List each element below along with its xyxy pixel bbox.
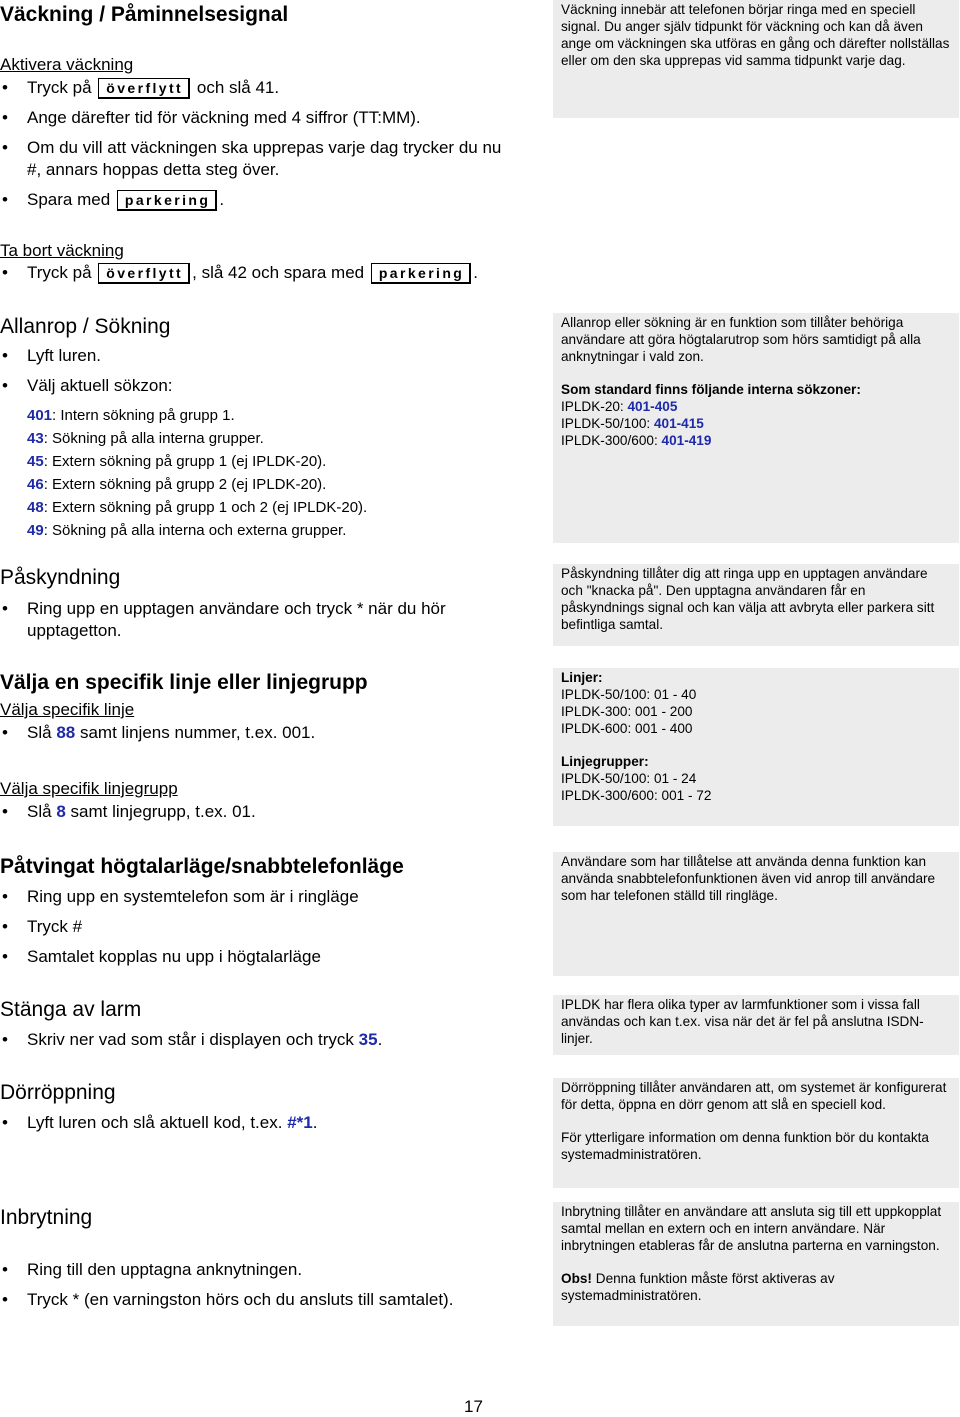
section-title: Välja en specifik linje eller linjegrupp <box>0 671 368 694</box>
zone-item: 48: Extern sökning på grupp 1 och 2 (ej IPLDK-20). <box>27 499 368 516</box>
key-parkering: parkering <box>117 190 217 211</box>
key-overflytt: överflytt <box>98 263 190 284</box>
bullet: • Slå 88 samt linjens nummer, t.ex. 001. <box>0 722 548 744</box>
section-title: Stänga av larm <box>0 998 142 1021</box>
section-title: Dörröppning <box>0 1081 116 1104</box>
note-box-wakeup: Väckning innebär att telefonen börjar ringa med en speciell signal. Du anger själv tidpunkt för väckning och kan då även ange om väckningen ska utföras en gång och därefter nollställas eller om den ska upprepas vid samma tidpunkt varje dag. <box>553 0 959 118</box>
section-line-select <box>0 670 548 823</box>
subheading: Välja specifik linjegrupp <box>0 779 178 798</box>
bullet: • Tryck # <box>0 916 548 938</box>
note-box-camp-on: Påskyndning tillåter dig att ringa upp en upptagen användare och "knacka på". Den upptagna användaren får en påskyndnings signal och kan välja att avbryta eller parkera sitt befintliga samtal. <box>553 564 959 646</box>
note-box-line-select: Linjer: IPLDK-50/100: 01 - 40 IPLDK-300: 001 - 200 IPLDK-600: 001 - 400 Linjegrupper: IPLDK-50/100: 01 - 24 IPLDK-300/600: 001 - 72 <box>553 668 959 826</box>
section-wakeup <box>0 2 548 28</box>
section-intrusion <box>0 1205 548 1311</box>
bullet: • Skriv ner vad som står i displayen och tryck 35. <box>0 1029 548 1051</box>
section-title: Allanrop / Sökning <box>0 315 171 338</box>
section-paging <box>0 314 548 542</box>
bullet: • Tryck på överflytt och slå 41. <box>0 77 548 99</box>
note-box-paging: Allanrop eller sökning är en funktion som tillåter behöriga användare att göra högtalarutrop som hörs samtidigt på alla anknytningar i vald zon. Som standard finns följande interna sökzoner: IPLDK-20: 401-405 IPLDK-50/100: 401-415 IPLDK-300/600: 401-419 <box>553 313 959 543</box>
section-door-open <box>0 1080 548 1134</box>
section-title: Inbrytning <box>0 1206 93 1229</box>
key-overflytt: överflytt <box>98 78 190 99</box>
note-box-forced-speaker: Användare som har tillåtelse att använda denna funktion kan använda snabbtelefonfunktionen även vid anrop till användare som har telefonen ställd till ringläge. <box>553 852 959 976</box>
bullet: • Lyft luren. <box>0 345 548 367</box>
bullet: • Ring upp en systemtelefon som är i ringläge <box>0 886 548 908</box>
section-title: Påtvingat högtalarläge/snabbtelefonläge <box>0 855 404 878</box>
zone-item: 49: Sökning på alla interna och externa grupper. <box>27 522 347 539</box>
subheading: Välja specifik linje <box>0 700 135 719</box>
bullet: • Tryck på överflytt , slå 42 och spara med parkering . <box>0 262 548 284</box>
note-box-intrusion: Inbrytning tillåter en användare att ansluta sig till ett uppkopplat samtal mellan en extern och en intern användare. När inbrytningen etableras får de anslutna parterna en varningston. Obs! Denna funktion måste först aktiveras av systemadministratören. <box>553 1202 959 1326</box>
bullet: • Slå 8 samt linjegrupp, t.ex. 01. <box>0 801 548 823</box>
bullet: • Samtalet kopplas nu upp i högtalarläge <box>0 946 548 968</box>
wakeup-remove <box>0 240 548 284</box>
page-number: 17 <box>464 1397 483 1416</box>
wakeup-activate <box>0 54 548 211</box>
note-box-door-open: Dörröppning tillåter användaren att, om systemet är konfigurerat för detta, öppna en dörr genom att slå en speciell kod. För ytterligare information om denna funktion bör du kontakta systemadministratören. <box>553 1078 959 1188</box>
bullet: • Lyft luren och slå aktuell kod, t.ex. #*1. <box>0 1112 548 1134</box>
bullet: • Välj aktuell sökzon: <box>0 375 548 397</box>
bullet: • Tryck * (en varningston hörs och du ansluts till samtalet). <box>0 1289 548 1311</box>
subheading: Ta bort väckning <box>0 241 124 260</box>
subheading: Aktivera väckning <box>0 55 134 74</box>
bullet: • Ring upp en upptagen användare och tryck * när du hör upptagetton. <box>0 598 548 642</box>
zone-item: 45: Extern sökning på grupp 1 (ej IPLDK-20). <box>27 453 327 470</box>
section-camp-on <box>0 565 548 642</box>
zone-item: 43: Sökning på alla interna grupper. <box>27 430 264 447</box>
section-title: Väckning / Påminnelsesignal <box>0 3 289 26</box>
zone-list <box>0 404 548 542</box>
section-forced-speaker <box>0 854 548 968</box>
bullet: • Ring till den upptagna anknytningen. <box>0 1259 548 1281</box>
bullet: • Om du vill att väckningen ska upprepas varje dag trycker du nu #, annars hoppas detta steg över. <box>0 137 548 181</box>
bullet: • Ange därefter tid för väckning med 4 siffror (TT:MM). <box>0 107 548 129</box>
note-box-alarm-off: IPLDK har flera olika typer av larmfunktioner som i vissa fall användas och kan t.ex. visa när det är fel på anslutna ISDN-linjer. <box>553 995 959 1055</box>
section-alarm-off <box>0 997 548 1051</box>
key-parkering: parkering <box>371 263 471 284</box>
zone-item: 46: Extern sökning på grupp 2 (ej IPLDK-20). <box>27 476 327 493</box>
section-title: Påskyndning <box>0 566 121 589</box>
zone-item: 401: Intern sökning på grupp 1. <box>27 407 235 424</box>
bullet: • Spara med parkering . <box>0 189 548 211</box>
